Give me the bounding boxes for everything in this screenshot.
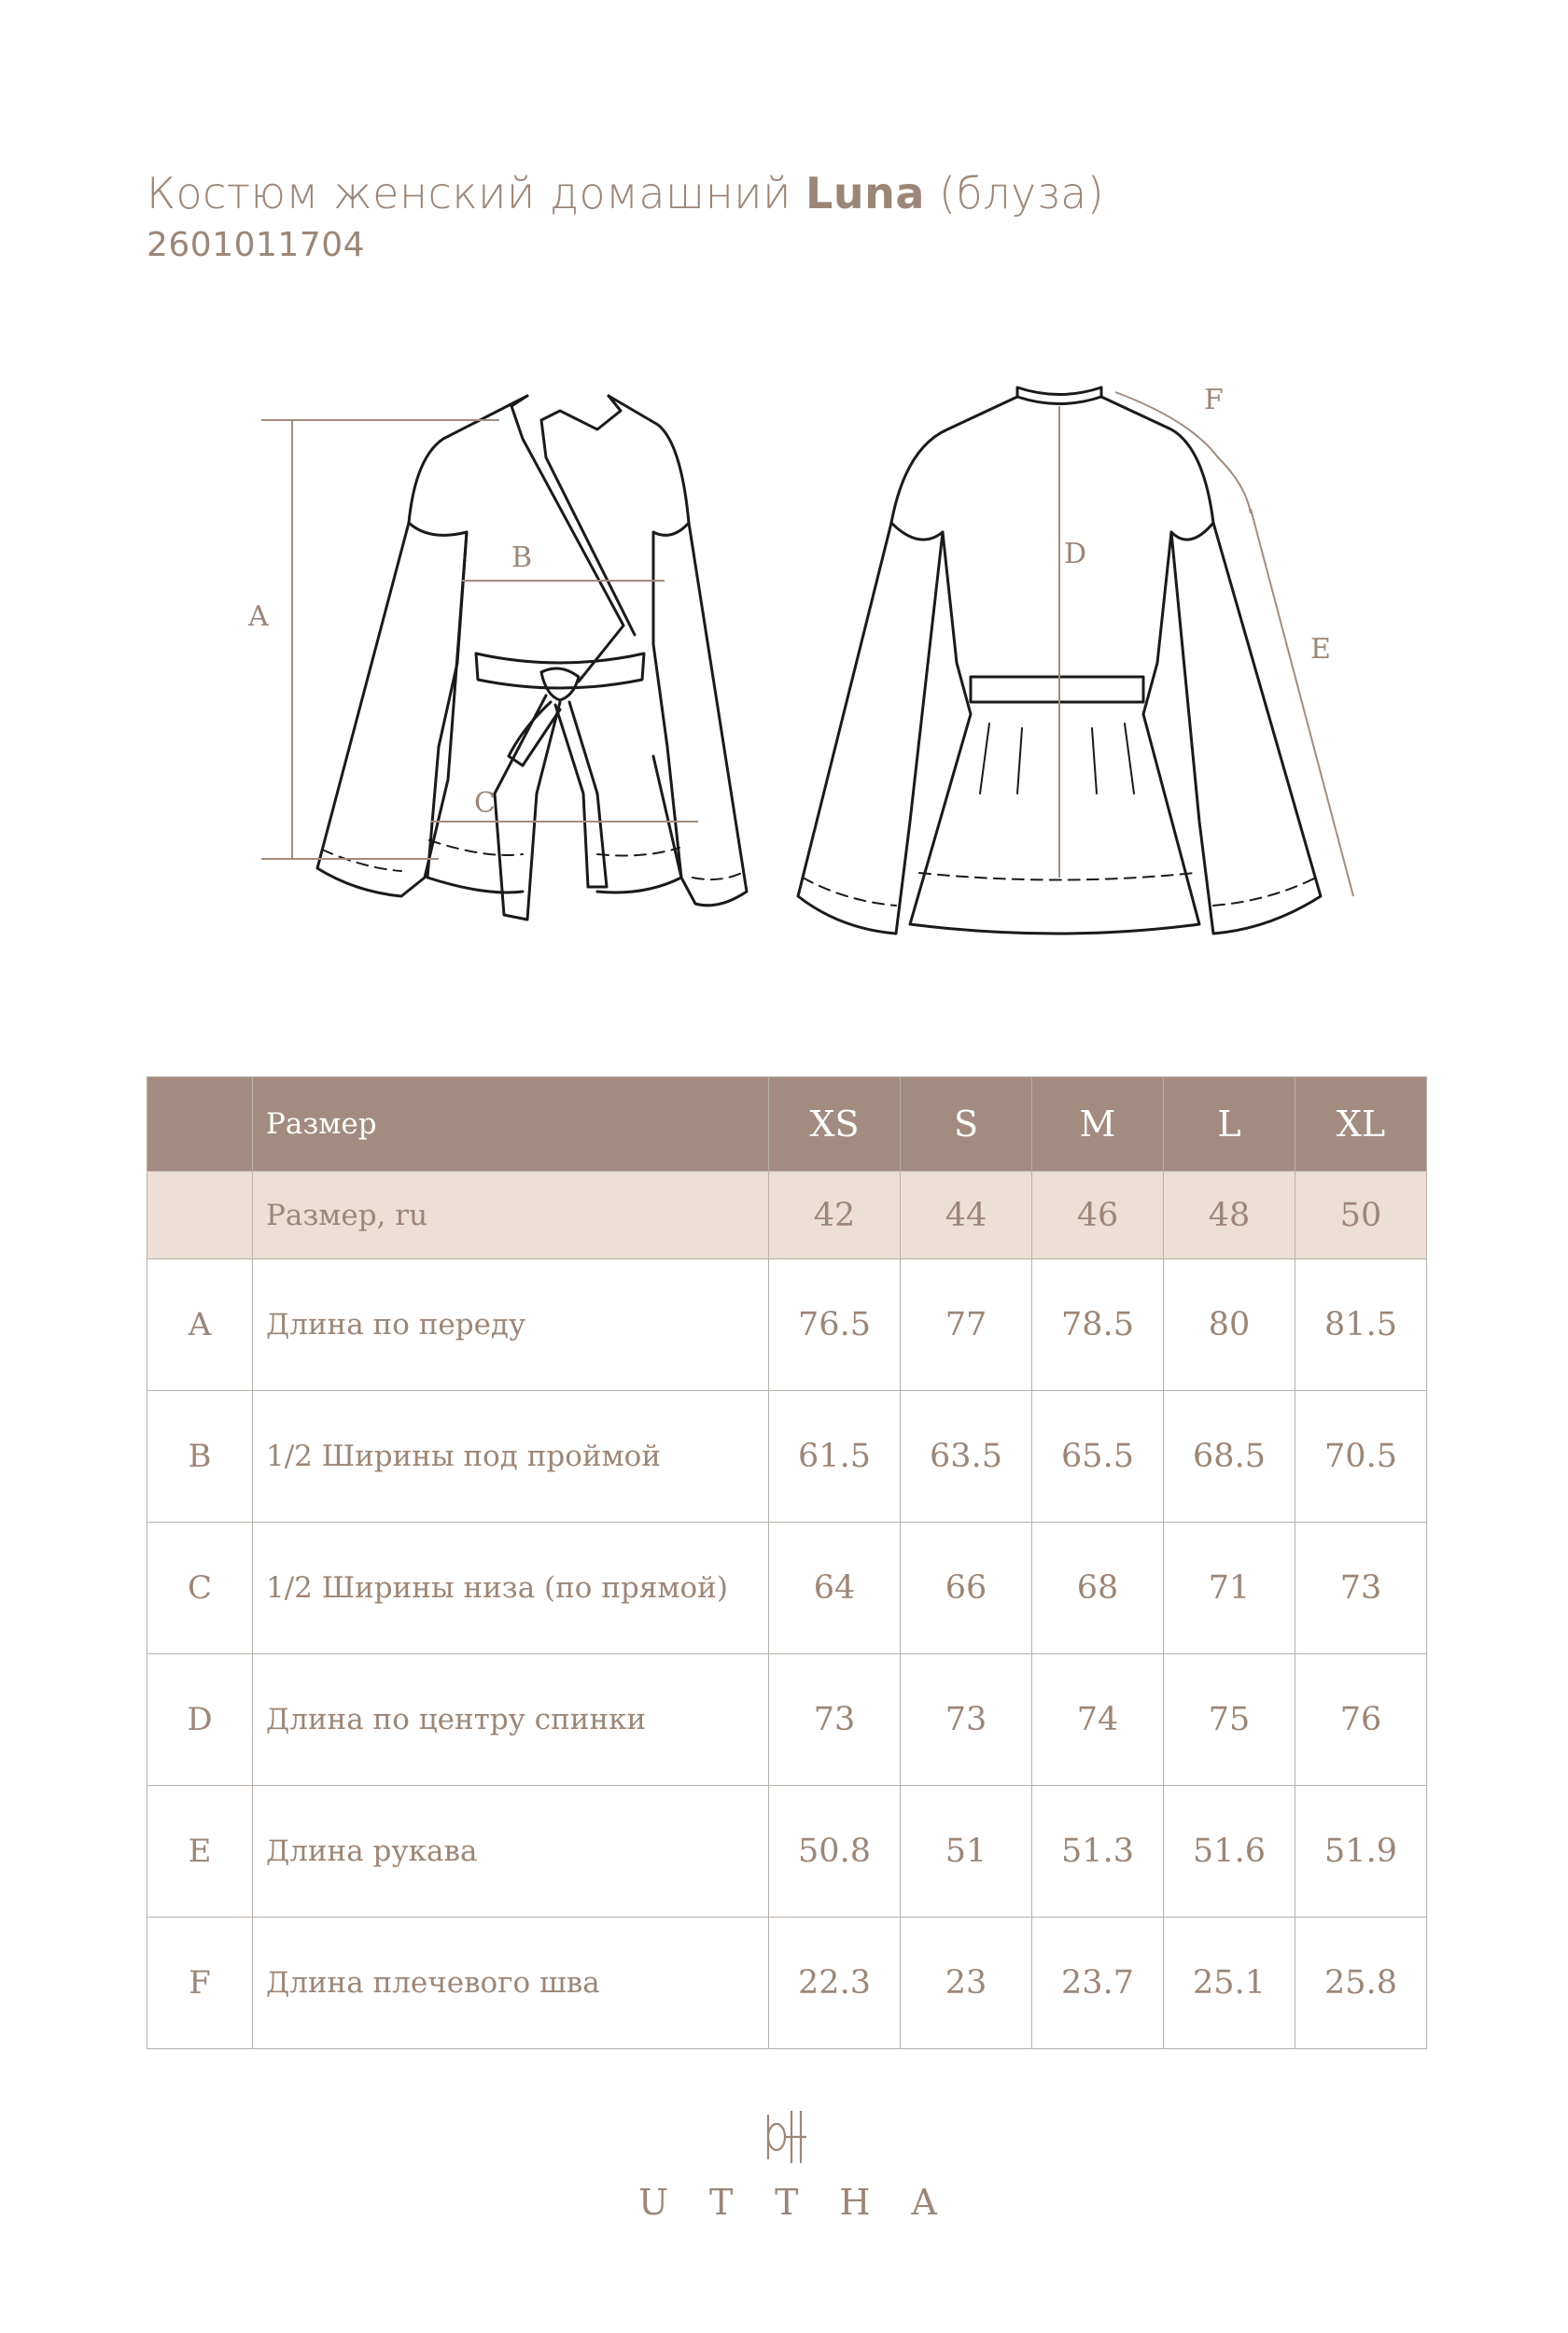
- row-value: 73: [769, 1654, 901, 1786]
- size-s: S: [901, 1077, 1032, 1172]
- row-letter: F: [147, 1918, 253, 2049]
- size-l: L: [1164, 1077, 1295, 1172]
- dim-label-e: E: [1310, 633, 1331, 666]
- garment-diagram: [0, 355, 1568, 971]
- row-value: 71: [1164, 1523, 1295, 1654]
- row-letter: D: [147, 1654, 253, 1786]
- row-measure-name: Длина по переду: [253, 1259, 769, 1391]
- table-row: [147, 1259, 1427, 1391]
- back-body: [910, 532, 1199, 934]
- row-letter: A: [147, 1259, 253, 1391]
- back-armhole-right: [1171, 523, 1213, 540]
- row-value: 74: [1032, 1654, 1164, 1786]
- back-armhole-left: [891, 523, 943, 540]
- row-measure-name: Длина по центру спинки: [253, 1654, 769, 1786]
- row-value: 66: [901, 1523, 1032, 1654]
- back-neckline: [1017, 387, 1101, 404]
- row-value: 25.8: [1295, 1918, 1427, 2049]
- front-collar-right: [541, 396, 635, 635]
- table-row: [147, 1918, 1427, 2049]
- row-value: 25.1: [1164, 1918, 1295, 2049]
- row-value: 68: [1032, 1523, 1164, 1654]
- back-hem-dashed: [803, 873, 1316, 906]
- front-belt: [476, 654, 644, 688]
- row-value: 70.5: [1295, 1391, 1427, 1523]
- dim-label-c: C: [474, 787, 496, 820]
- table-row: [147, 1391, 1427, 1523]
- front-right-outline: [609, 396, 747, 906]
- dim-label-a: A: [248, 600, 269, 633]
- row-value: 65.5: [1032, 1391, 1164, 1523]
- ru-corner-cell: [147, 1172, 253, 1259]
- title-suffix: (блуза): [939, 168, 1105, 218]
- row-value: 50.8: [769, 1786, 901, 1918]
- back-outline-left: [798, 397, 1017, 934]
- row-value: 76: [1295, 1654, 1427, 1786]
- row-value: 68.5: [1164, 1391, 1295, 1523]
- ru-size-value: 48: [1164, 1172, 1295, 1259]
- table-ru-row: [147, 1172, 1427, 1259]
- ru-size-value: 44: [901, 1172, 1032, 1259]
- row-value: 77: [901, 1259, 1032, 1391]
- row-measure-name: 1/2 Ширины под проймой: [253, 1391, 769, 1523]
- page-header: [147, 168, 1104, 264]
- row-value: 80: [1164, 1259, 1295, 1391]
- row-value: 51.9: [1295, 1786, 1427, 1918]
- size-xs: XS: [769, 1077, 901, 1172]
- table-header-row: [147, 1077, 1427, 1172]
- back-belt: [971, 677, 1143, 702]
- row-value: 64: [769, 1523, 901, 1654]
- row-value: 73: [1295, 1523, 1427, 1654]
- front-belt-tie-right: [555, 702, 607, 887]
- dim-label-d: D: [1064, 538, 1087, 570]
- dim-f-curve: [1218, 457, 1251, 513]
- row-value: 22.3: [769, 1918, 901, 2049]
- row-value: 63.5: [901, 1391, 1032, 1523]
- row-value: 51.3: [1032, 1786, 1164, 1918]
- brand-wordmark: UTTHA: [638, 2182, 979, 2223]
- table-row: [147, 1786, 1427, 1918]
- row-letter: C: [147, 1523, 253, 1654]
- row-value: 75: [1164, 1654, 1295, 1786]
- back-outline-right: [1101, 397, 1321, 934]
- size-xl: XL: [1295, 1077, 1427, 1172]
- row-measure-name: Длина плечевого шва: [253, 1918, 769, 2049]
- front-collar-left: [511, 396, 623, 682]
- front-armhole-left: [409, 523, 467, 535]
- row-value: 23: [901, 1918, 1032, 2049]
- row-letter: E: [147, 1786, 253, 1918]
- row-letter: B: [147, 1391, 253, 1523]
- row-value: 61.5: [769, 1391, 901, 1523]
- dim-label-f: F: [1204, 384, 1224, 416]
- size-chart-table: [147, 1076, 1427, 2049]
- ru-size-label: Размер, ru: [253, 1172, 769, 1259]
- row-value: 51: [901, 1786, 1032, 1918]
- row-value: 23.7: [1032, 1918, 1164, 2049]
- table-row: [147, 1654, 1427, 1786]
- brand-logo: [597, 2105, 979, 2236]
- dim-label-b: B: [511, 541, 533, 574]
- front-body-left: [427, 532, 523, 892]
- row-measure-name: 1/2 Ширины низа (по прямой): [253, 1523, 769, 1654]
- title-prefix: Костюм женский домашний: [147, 168, 791, 218]
- front-armhole-right: [653, 523, 689, 535]
- back-gathers: [980, 724, 1134, 794]
- row-value: 76.5: [769, 1259, 901, 1391]
- row-value: 78.5: [1032, 1259, 1164, 1391]
- product-title: [147, 168, 1104, 218]
- brand-monogram-icon: [756, 2105, 812, 2169]
- size-m: M: [1032, 1077, 1164, 1172]
- ru-size-value: 42: [769, 1172, 901, 1259]
- article-number: 2601011704: [147, 226, 366, 264]
- title-brand: Luna: [805, 168, 925, 218]
- dim-f-line: [1115, 392, 1218, 457]
- garment-svg: [0, 355, 1568, 971]
- header-size-label: Размер: [253, 1077, 769, 1172]
- ru-size-value: 50: [1295, 1172, 1427, 1259]
- row-value: 73: [901, 1654, 1032, 1786]
- header-corner-cell: [147, 1077, 253, 1172]
- row-value: 81.5: [1295, 1259, 1427, 1391]
- ru-size-value: 46: [1032, 1172, 1164, 1259]
- table-row: [147, 1523, 1427, 1654]
- row-measure-name: Длина рукава: [253, 1786, 769, 1918]
- row-value: 51.6: [1164, 1786, 1295, 1918]
